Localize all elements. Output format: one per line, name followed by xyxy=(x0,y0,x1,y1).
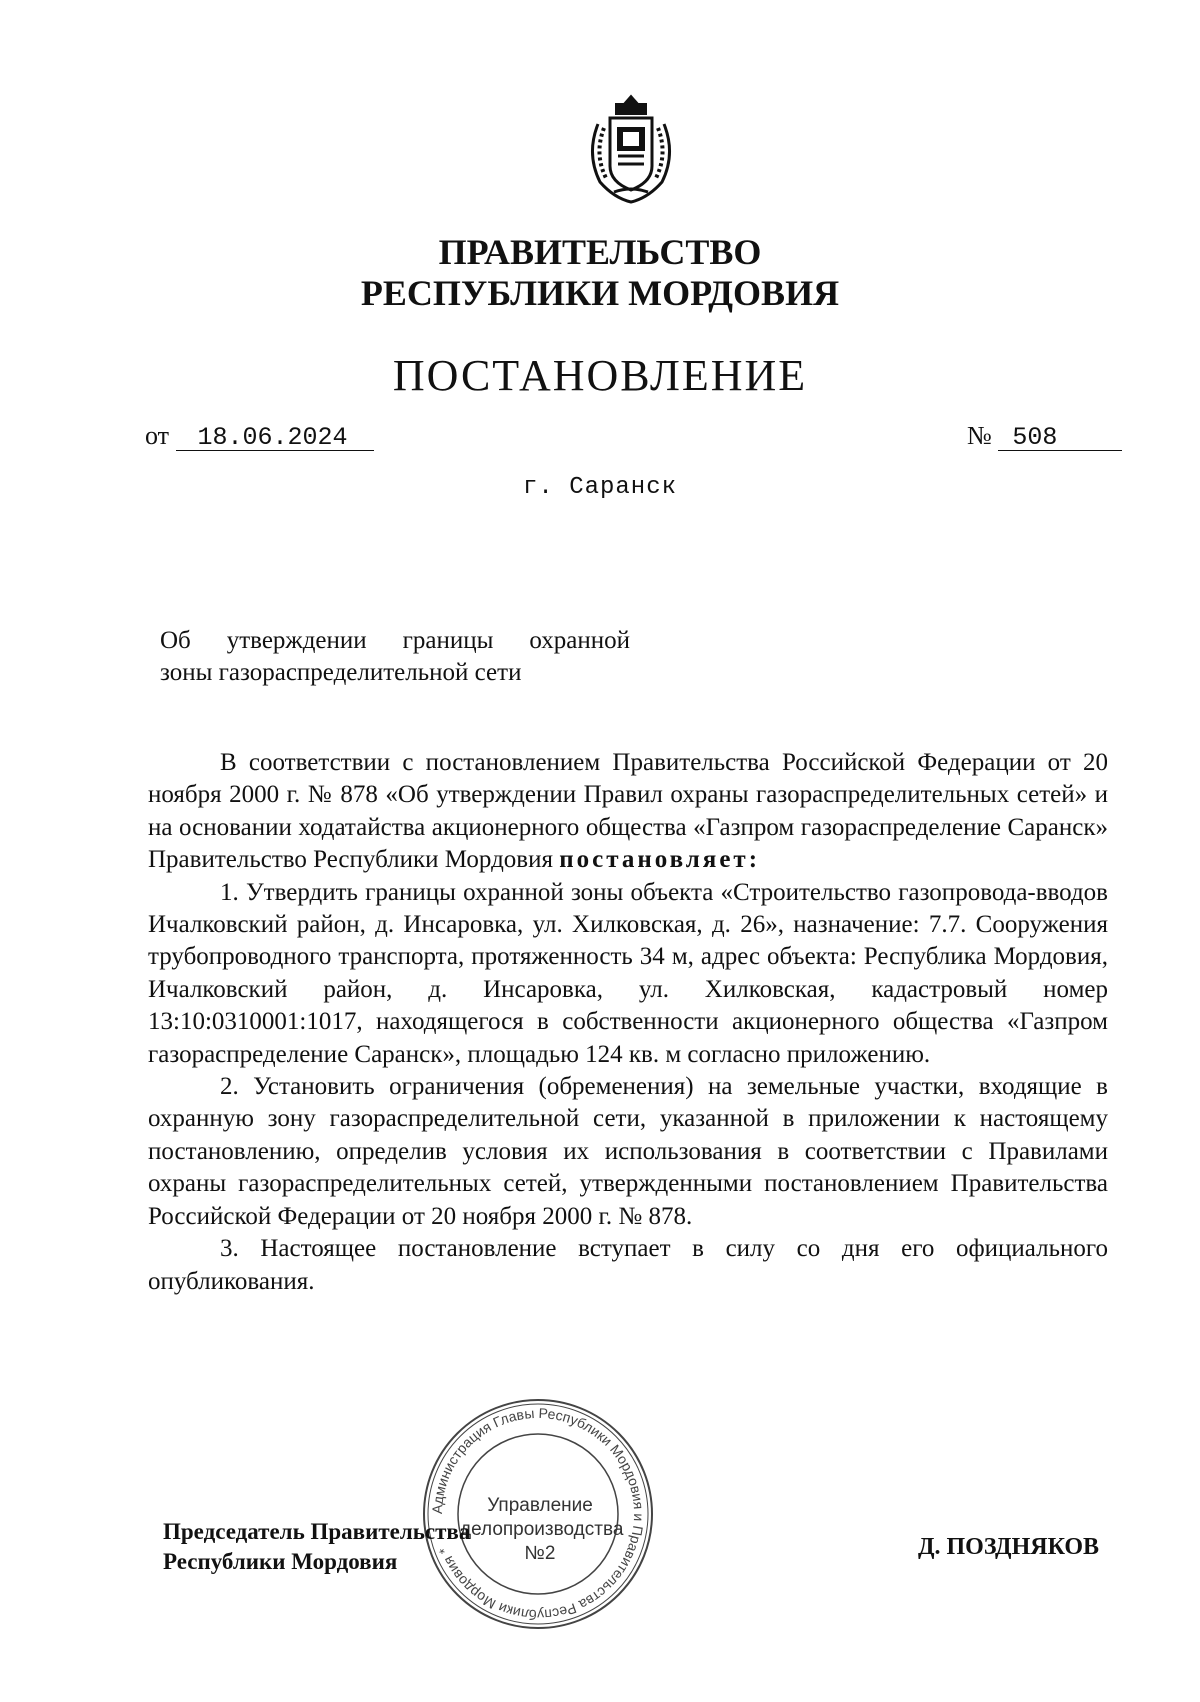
intro-paragraph xyxy=(148,747,1108,877)
item-3: 3. Настоящее постановление вступает в силу со дня его официального опубликования. xyxy=(148,1235,1108,1295)
signatory-name: Д. ПОЗДНЯКОВ xyxy=(918,1534,1100,1560)
number-prefix: № xyxy=(967,421,992,450)
stamp-line1: Управление xyxy=(487,1495,593,1516)
date-prefix: от xyxy=(145,421,170,450)
government-name-line2: РЕСПУБЛИКИ МОРДОВИЯ xyxy=(360,273,840,313)
intro-text: В соответствии с постановлением Правительства Российской Федерации от 20 ноября 2000 г. № 878 «Об утверждении Правил охраны газораспределительных сетей» и на основании ходатайства акционерного общества «Газпром газораспределение Саранск» Правительство Республики Мордовия xyxy=(148,749,1108,874)
stamp-line3: №2 xyxy=(524,1543,556,1564)
stamp-line2: делопроизводства xyxy=(460,1519,624,1540)
date-line xyxy=(145,421,374,451)
stamp-ring-text: Администрация Главы Республики Мордовия и Правительства Республики Мордовия * xyxy=(428,1404,648,1624)
document-type-title: ПОСТАНОВЛЕНИЕ xyxy=(392,351,808,400)
document-subject xyxy=(160,625,630,689)
subject-line2: зоны газораспределительной сети xyxy=(160,659,522,686)
document-body xyxy=(148,747,1108,1298)
signatory-position-line1: Председатель Правительства xyxy=(163,1519,471,1544)
signatory-position-line2: Республики Мордовия xyxy=(163,1549,398,1574)
item-1: 1. Утвердить границы охранной зоны объекта «Строительство газопровода-вводов Ичалковский район, д. Инсаровка, ул. Хилковская, д. 26», назначение: 7.7. Сооружения трубопроводного транспорта, протяженность 34 м, адрес объекта: Республика Мордовия, Ичалковский район, д. Инсаровка, ул. Хилковская, кадастровый номер 13:10:0310001:1017, находящегося в собственности акционерного общества «Газпром газораспределение Саранск», площадью 124 кв. м согласно приложению. xyxy=(148,878,1108,1068)
document-date: 18.06.2024 xyxy=(176,426,374,451)
government-name-line1: ПРАВИТЕЛЬСТВО xyxy=(438,232,762,272)
item-2: 2. Установить ограничения (обременения) на земельные участки, входящие в охранную зону газораспределительной сети, указанной в приложении к настоящему постановлению, определив условия их использования в соответствии с Правилами охраны газораспределительных сетей, утвержденными постановлением Правительства Российской Федерации от 20 ноября 2000 г. № 878. xyxy=(148,1073,1108,1230)
document-number: 508 xyxy=(998,426,1122,451)
resolution-word: постановляет: xyxy=(559,846,761,874)
city-name: г. Саранск xyxy=(522,474,678,501)
subject-line1: Об утверждении границы охранной xyxy=(160,627,630,654)
coat-of-arms-icon xyxy=(578,94,684,206)
signatory-position xyxy=(163,1517,470,1577)
number-line xyxy=(967,421,1122,451)
